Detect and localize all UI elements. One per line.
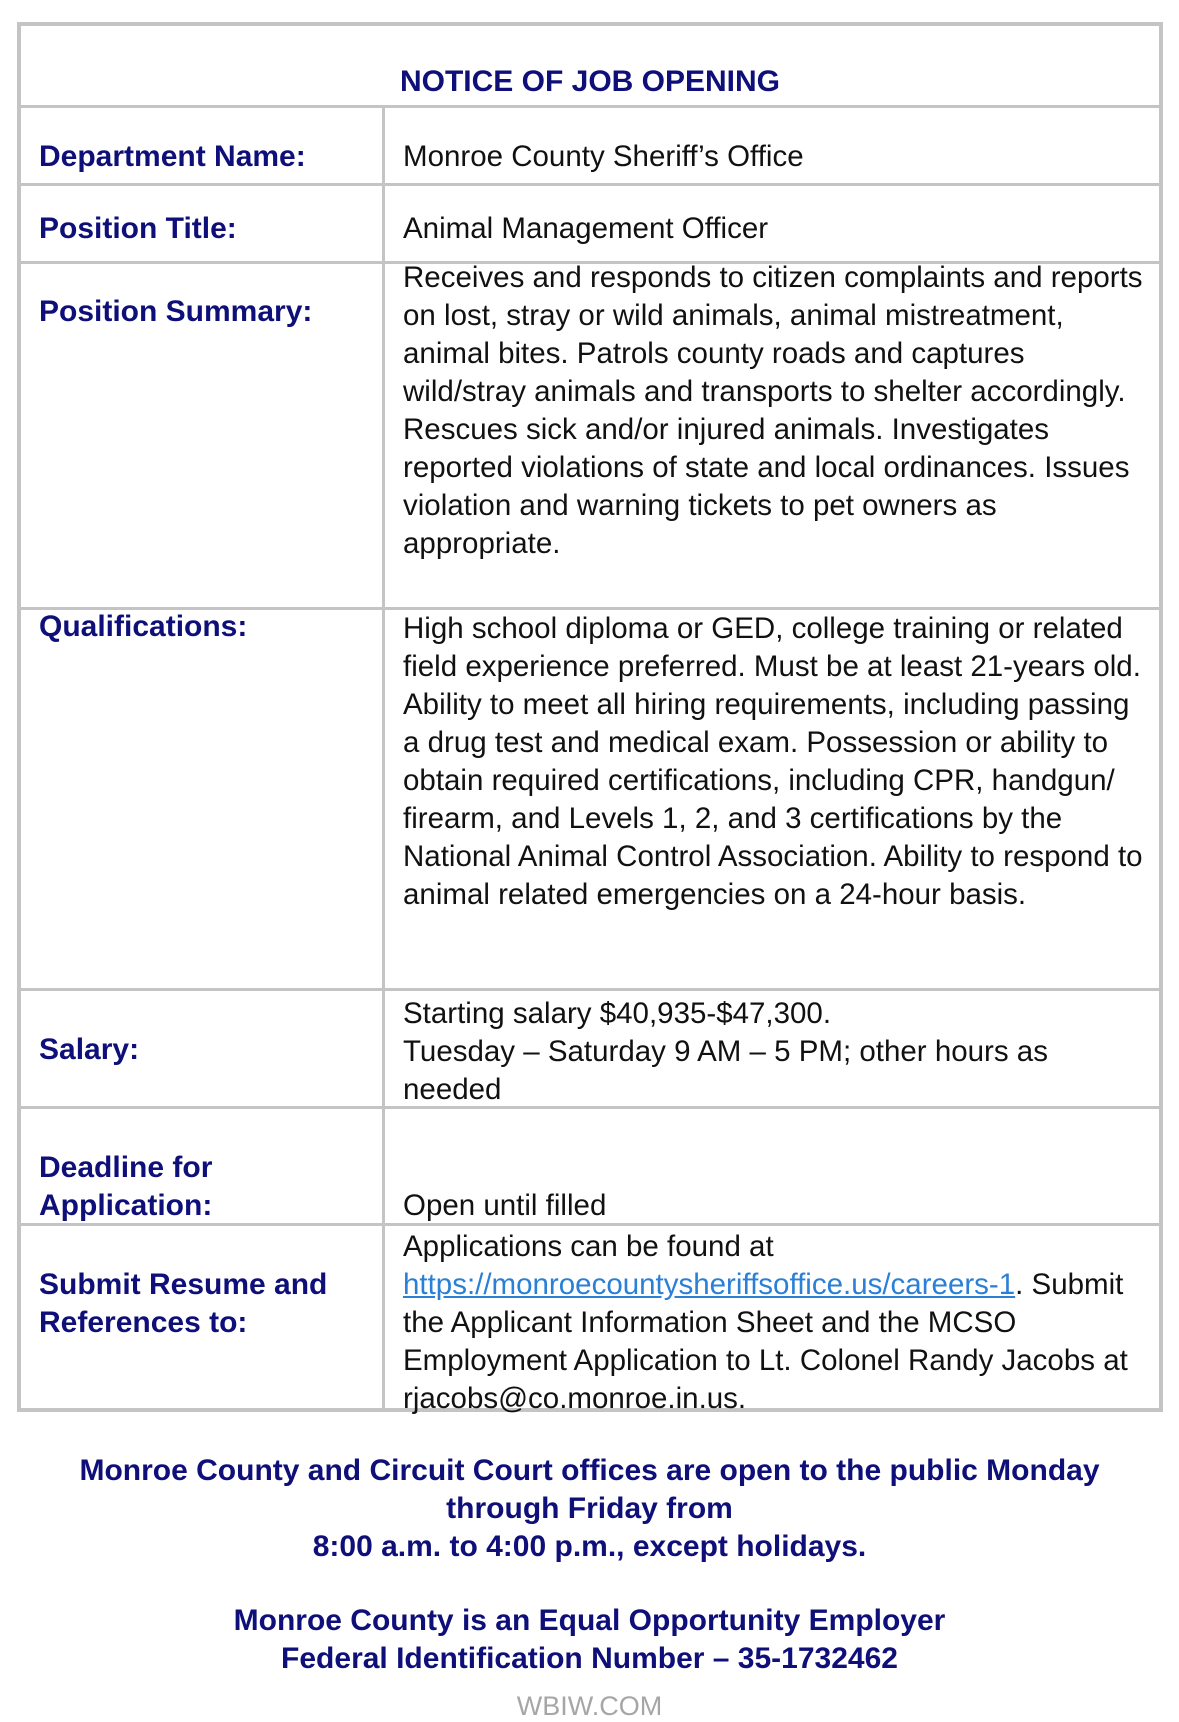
salary-value <box>403 995 1145 1109</box>
deadline-label: Deadline for Application: <box>39 1151 213 1222</box>
salary-range: Starting salary $40,935-$47,300. <box>403 997 832 1030</box>
salary-row <box>21 991 1159 1109</box>
work-hours: Tuesday – Saturday 9 AM – 5 PM; other hours as needed <box>403 1035 1048 1106</box>
employer-notice: Monroe County is an Equal Opportunity Employer Federal Identification Number – 35-1732462 <box>233 1604 946 1675</box>
position-title-row <box>21 186 1159 264</box>
title-row <box>21 26 1159 108</box>
qualifications-label: Qualifications: <box>39 610 248 643</box>
column-divider <box>382 186 385 261</box>
column-divider <box>382 264 385 607</box>
salary-label: Salary: <box>39 1033 140 1066</box>
notice-title: NOTICE OF JOB OPENING <box>399 65 781 98</box>
job-notice-table <box>17 22 1163 1415</box>
column-divider <box>382 991 385 1106</box>
deadline-value: Open until filled <box>403 1189 607 1222</box>
summary-row <box>21 261 1159 610</box>
department-row <box>21 108 1159 186</box>
summary-label: Position Summary: <box>39 295 313 328</box>
office-hours-notice: Monroe County and Circuit Court offices are open to the public Monday through Friday from 8:00 a.m. to 4:00 p.m., except holidays. <box>79 1454 1100 1563</box>
department-value: Monroe County Sheriff’s Office <box>403 140 804 173</box>
column-divider <box>382 1226 385 1408</box>
column-divider <box>382 610 385 988</box>
qualifications-row <box>21 610 1159 991</box>
position-title-value: Animal Management Officer <box>403 212 769 245</box>
summary-value: Receives and responds to citizen complaints and reports on lost, stray or wild animals, animal mistreatment, animal bites. Patrols county roads and captures wild/stray animals and transports to shelter accordingly. Rescues sick and/or injured animals. Investigates reported violations of state and local ordinances. Issues violation and warning tickets to pet owners as appropriate. <box>403 261 1143 560</box>
careers-link[interactable]: https://monroecountysheriffsoffice.us/careers-1 <box>403 1268 1016 1301</box>
submit-row <box>21 1226 1159 1415</box>
submit-label: Submit Resume and References to: <box>39 1268 328 1339</box>
column-divider <box>382 1109 385 1223</box>
watermark: WBIW.COM <box>516 1691 663 1721</box>
column-divider <box>382 108 385 183</box>
position-title-label: Position Title: <box>39 212 237 245</box>
deadline-row <box>21 1109 1159 1226</box>
submit-value <box>403 1228 1145 1418</box>
qualifications-value: High school diploma or GED, college training or related field experience preferred. Must be at least 21-years old. Ability to meet all hiring requirements, including passing a drug test and medical exam. Possession or ability to obtain required certifications, including CPR, handgun/ firearm, and Levels 1, 2, and 3 certifications by the National Animal Control Association. Ability to respond to animal related emergencies on a 24-hour basis. <box>403 612 1143 911</box>
submit-prefix: Applications can be found at <box>403 1230 774 1263</box>
department-label: Department Name: <box>39 140 306 173</box>
submit-suffix: . Submit the Applicant Information Sheet and the MCSO Employment Application to Lt. Colonel Randy Jacobs at rjacobs@co.monroe.in.us. <box>403 1268 1128 1415</box>
